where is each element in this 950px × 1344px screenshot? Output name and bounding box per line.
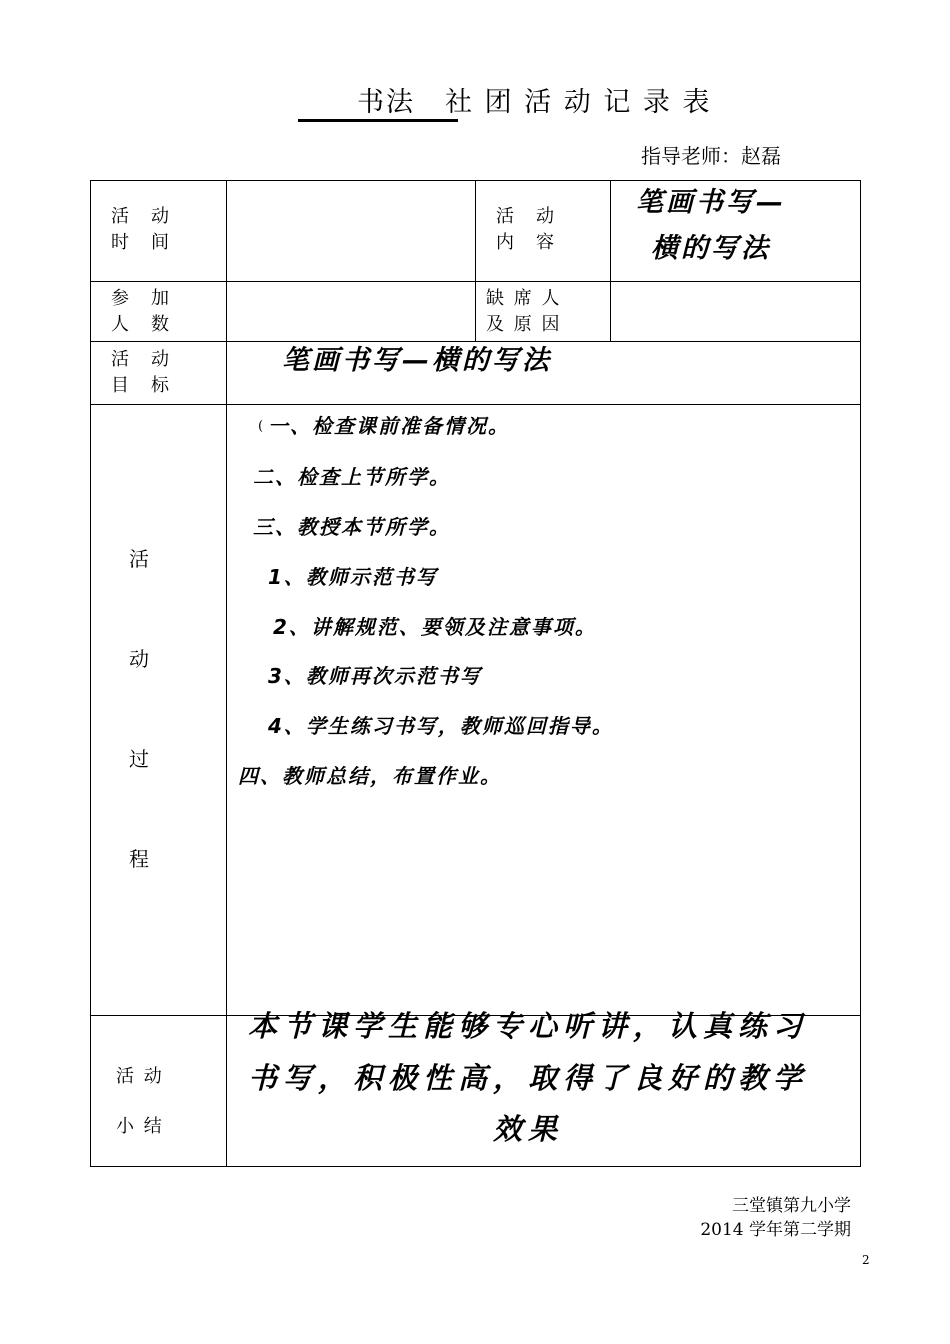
title-underline bbox=[298, 119, 458, 122]
process-step: 四、教师总结，布置作业。 bbox=[238, 764, 502, 788]
summary-line2: 书写，积极性高，取得了良好的教学 bbox=[248, 1061, 809, 1095]
summary-label: 活 动 小 结 bbox=[116, 1066, 164, 1137]
summary-line3: 效果 bbox=[493, 1112, 564, 1146]
page-number: 2 bbox=[862, 1253, 870, 1267]
participants-label: 参 加 人 数 bbox=[111, 288, 171, 335]
activity-time-label: 活 动 时 间 bbox=[111, 206, 171, 253]
process-step: 一、检查课前准备情况。 bbox=[268, 414, 510, 438]
process-label-char: 程 bbox=[129, 847, 149, 871]
process-step: 4、学生练习书写，教师巡回指导。 bbox=[268, 714, 614, 738]
process-label-char: 过 bbox=[129, 747, 149, 771]
process-label-char: 活 bbox=[129, 547, 149, 571]
goal-label: 活 动 目 标 bbox=[111, 349, 171, 396]
process-step: 二、检查上节所学。 bbox=[253, 465, 451, 489]
teacher-name: 指导老师：赵磊 bbox=[641, 144, 781, 168]
process-step: 三、教授本节所学。 bbox=[253, 515, 451, 539]
school-name: 三堂镇第九小学 bbox=[732, 1196, 851, 1216]
activity-content-label: 活 动 内 容 bbox=[496, 206, 556, 253]
process-step: 1、教师示范书写 bbox=[268, 565, 438, 589]
process-label-char: 动 bbox=[129, 647, 149, 671]
col-divider bbox=[226, 180, 227, 1167]
activity-content-line1: 笔画书写— bbox=[636, 187, 786, 218]
page-title bbox=[357, 80, 712, 119]
process-paren: ( bbox=[258, 419, 264, 434]
col-divider bbox=[610, 180, 611, 341]
process-step: 3、教师再次示范书写 bbox=[268, 664, 482, 688]
activity-content-line2: 横的写法 bbox=[651, 233, 771, 264]
goal-value: 笔画书写—横的写法 bbox=[282, 345, 552, 376]
summary-line1: 本节课学生能够专心听讲，认真练习 bbox=[248, 1009, 809, 1043]
title-suffix: 社 团 活 动 记 录 表 bbox=[445, 87, 712, 118]
row-divider bbox=[90, 404, 861, 405]
title-club: 书法 bbox=[357, 87, 415, 118]
col-divider bbox=[475, 180, 476, 341]
absent-label: 缺 席 人 及 原 因 bbox=[486, 288, 562, 335]
process-step: 2、讲解规范、要领及注意事项。 bbox=[273, 615, 597, 639]
school-term: 2014 学年第二学期 bbox=[700, 1220, 851, 1240]
